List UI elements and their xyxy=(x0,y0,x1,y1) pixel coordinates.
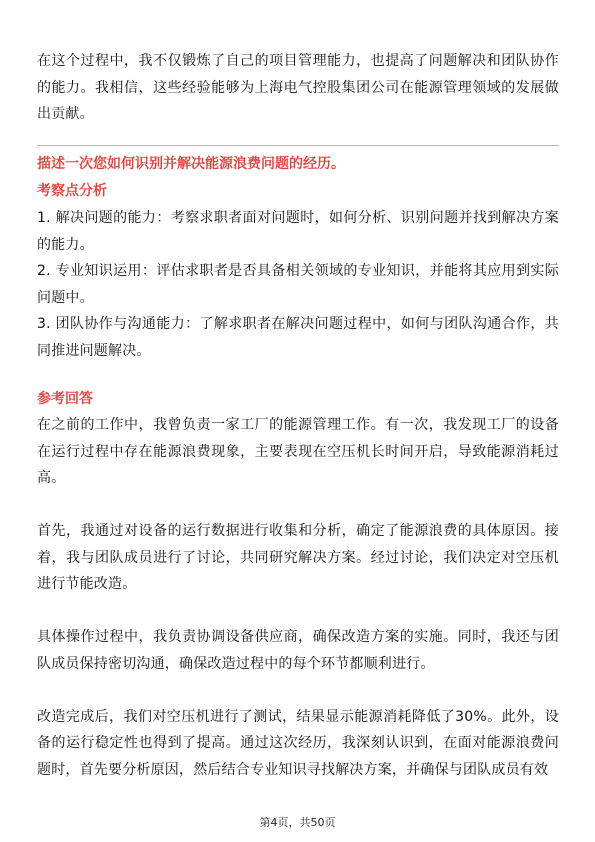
answer-paragraph: 改造完成后，我们对空压机进行了测试，结果显示能源消耗降低了30%。此外，设备的运行稳定性也得到了提高。通过这次经历，我深刻认识到，在面对能源浪费问题时，首先要分析原因，然后结合专业知识寻找解决方案，并确保与团队成员有效 xyxy=(37,708,559,778)
intro-paragraph: 在这个过程中，我不仅锻炼了自己的项目管理能力，也提高了问题解决和团队协作的能力。我相信，这些经验能够为上海电气控股集团公司在能源管理领域的发展做出贡献。 xyxy=(37,53,559,122)
answer-heading: 参考回答 xyxy=(37,391,93,407)
answer-paragraph: 具体操作过程中，我负责协调设备供应商，确保改造方案的实施。同时，我还与团队成员保持密切沟通，确保改造过程中的每个环节都顺利进行。 xyxy=(37,629,559,672)
analysis-list xyxy=(37,205,559,364)
analysis-heading: 考察点分析 xyxy=(37,183,107,199)
answer-paragraph: 首先，我通过对设备的运行数据进行收集和分析，确定了能源浪费的具体原因。接着，我与团队成员进行了讨论，共同研究解决方案。经过讨论，我们决定对空压机进行节能改造。 xyxy=(37,523,559,592)
section-divider xyxy=(37,145,559,146)
analysis-item: 3. 团队协作与沟通能力：了解求职者在解决问题过程中，如何与团队沟通合作，共同推进问题解决。 xyxy=(37,316,559,359)
page-number: 第4页，共50页 xyxy=(259,816,336,829)
answer-body xyxy=(37,412,559,783)
analysis-item: 2. 专业知识运用：评估求职者是否具备相关领域的专业知识，并能将其应用到实际问题中。 xyxy=(37,263,559,306)
analysis-item: 1. 解决问题的能力：考察求职者面对问题时，如何分析、识别问题并找到解决方案的能力。 xyxy=(37,210,559,253)
question-title: 描述一次您如何识别并解决能源浪费问题的经历。 xyxy=(37,156,345,172)
answer-paragraph: 在之前的工作中，我曾负责一家工厂的能源管理工作。有一次，我发现工厂的设备在运行过程中存在能源浪费现象，主要表现在空压机长时间开启，导致能源消耗过高。 xyxy=(37,417,559,486)
